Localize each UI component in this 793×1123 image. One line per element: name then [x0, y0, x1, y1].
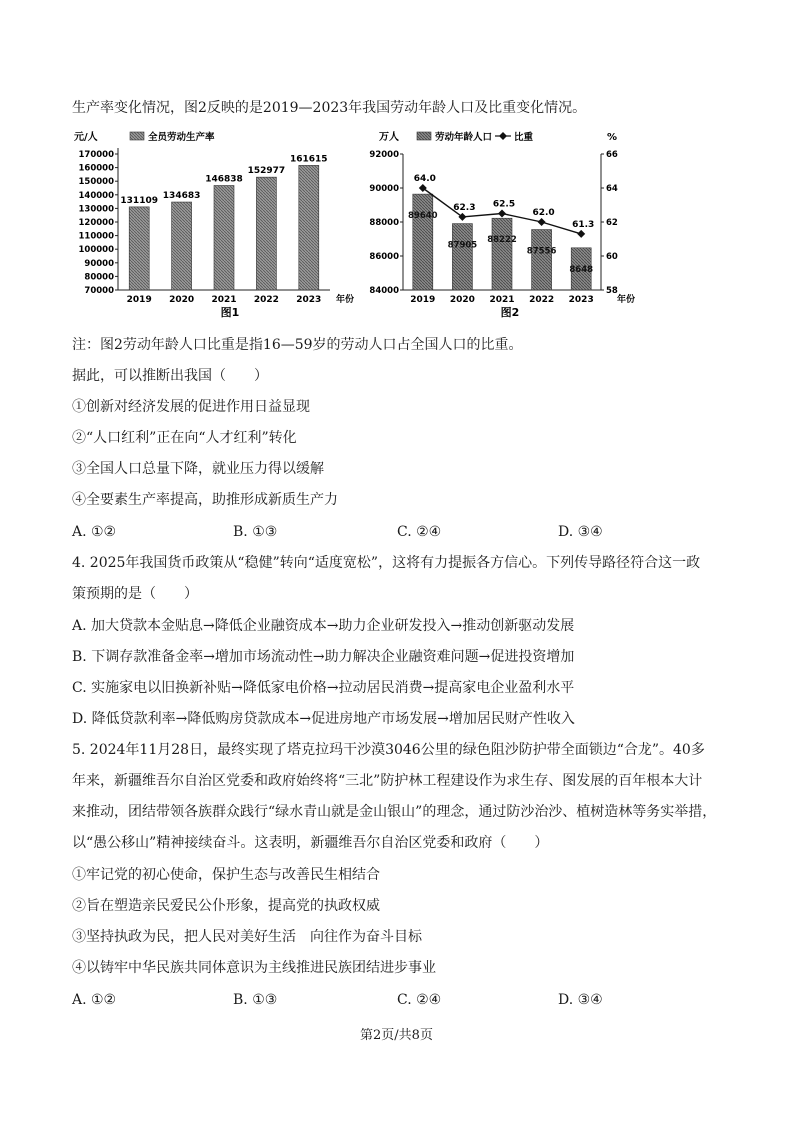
- y-tick-label: 80000: [84, 272, 114, 283]
- bar-value-label: 146838: [205, 174, 243, 185]
- line-value-label: 61.3: [572, 219, 595, 230]
- x-tick-label: 2021: [211, 295, 237, 305]
- q4-choice-b[interactable]: B. 下调存款准备金率→增加市场流动性→助力解决企业融资难问题→促进投资增加: [72, 649, 575, 665]
- q3-item-3: ③全国人口总量下降，就业压力得以缓解: [72, 461, 324, 477]
- q3-option-a[interactable]: A. ①②: [72, 524, 117, 540]
- x-tick-label: 2023: [568, 295, 594, 305]
- bar: [532, 230, 552, 290]
- q4-choice-d[interactable]: D. 降低贷款利率→降低购房贷款成本→促进房地产市场发展→增加居民财产性收入: [72, 711, 575, 727]
- y-tick-label: 92000: [369, 150, 399, 160]
- line-value-label: 62.0: [532, 208, 555, 218]
- bar-value-label: 131109: [120, 195, 158, 206]
- bar-value-label: 161615: [290, 154, 328, 165]
- y-tick-label: 140000: [78, 190, 114, 201]
- x-tick-label: 2019: [410, 295, 436, 305]
- q3-option-b[interactable]: B. ①③: [233, 524, 278, 540]
- q5-option-d[interactable]: D. ③④: [558, 992, 603, 1008]
- y-tick-label: 110000: [78, 231, 114, 242]
- y2-tick-label: 58: [606, 286, 618, 296]
- q3-item-1: ①创新对经济发展的促进作用日益显现: [72, 399, 310, 415]
- q3-option-d[interactable]: D. ③④: [558, 524, 603, 540]
- line-value-label: 62.5: [492, 199, 516, 210]
- q5-option-b[interactable]: B. ①③: [233, 992, 278, 1008]
- x-tick-label: 2020: [169, 295, 195, 305]
- y-tick-label: 120000: [78, 218, 114, 228]
- bar: [492, 218, 512, 290]
- x-axis-unit: 年份: [336, 295, 355, 305]
- q5-stem-line2: 年来，新疆维吾尔自治区党委和政府始终将“三北”防护林工程建设作为求生存、图发展的百年根本大计: [72, 773, 703, 789]
- bar-value-label: 152977: [247, 166, 286, 177]
- bar-value-label: 87905: [447, 240, 478, 251]
- y-tick-label: 90000: [84, 258, 114, 269]
- y-tick-label: 70000: [84, 286, 114, 296]
- intro-text: 生产率变化情况，图2反映的是2019—2023年我国劳动年龄人口及比重变化情况。: [72, 100, 587, 116]
- x-tick-label: 2021: [489, 295, 515, 305]
- y2-tick-label: 62: [606, 218, 618, 228]
- bar-value-label: 87556: [526, 246, 557, 257]
- bar-value-label: 88222: [487, 235, 517, 246]
- figure-caption: 图1: [220, 306, 240, 319]
- q3-item-2: ②“人口红利”正在向“人才红利”转化: [72, 430, 297, 446]
- chart-fig2: [365, 126, 655, 322]
- y-axis-unit: 万人: [379, 132, 399, 143]
- q3-stem: 据此，可以推断出我国（ ）: [72, 368, 268, 384]
- x-tick-label: 2023: [296, 295, 322, 305]
- q5-option-c[interactable]: C. ②④: [397, 992, 442, 1008]
- y-tick-label: 160000: [78, 163, 114, 174]
- bar: [129, 207, 149, 290]
- bar: [452, 224, 472, 290]
- line-marker: [498, 210, 506, 218]
- q5-item-1: ①牢记党的初心使命，保护生态与改善民生相结合: [72, 867, 380, 883]
- y-tick-label: 88000: [369, 218, 399, 228]
- x-tick-label: 2019: [126, 295, 152, 305]
- q4-stem-line1: 4. 2025年我国货币政策从“稳健”转向“适度宽松”，这将有力提振各方信心。下列传导路径符合这一政: [72, 555, 701, 571]
- x-tick-label: 2022: [529, 295, 555, 305]
- q5-item-2: ②旨在塑造亲民爱民公仆形象，提高党的执政权威: [72, 898, 380, 914]
- x-axis-unit: 年份: [617, 295, 636, 305]
- q4-choice-a[interactable]: A. 加大贷款本金贴息→降低企业融资成本→助力企业研发投入→推动创新驱动发展: [72, 618, 575, 634]
- bar-value-label: 134683: [162, 191, 201, 202]
- legend-swatch-bar: [417, 132, 431, 140]
- q5-option-a[interactable]: A. ①②: [72, 992, 117, 1008]
- y-tick-label: 86000: [369, 252, 399, 262]
- y2-tick-label: 66: [606, 150, 618, 160]
- x-tick-label: 2022: [253, 295, 279, 305]
- line-marker: [577, 230, 585, 238]
- x-tick-label: 2020: [449, 295, 475, 305]
- bar: [413, 194, 433, 290]
- legend-marker: [499, 132, 507, 140]
- y-tick-label: 150000: [78, 177, 114, 188]
- q5-stem-line1: 5. 2024年11月28日，最终实现了塔克拉玛干沙漠3046公里的绿色阻沙防护带全面锁边“合龙”。40多: [72, 742, 705, 758]
- q4-stem-line2: 策预期的是（ ）: [72, 586, 198, 602]
- q5-item-3: ③坚持执政为民，把人民对美好生活 向往作为奋斗目标: [72, 929, 422, 945]
- q5-item-4: ④以铸牢中华民族共同体意识为主线推进民族团结进步事业: [72, 960, 436, 976]
- y-tick-label: 100000: [78, 245, 114, 256]
- bar: [172, 202, 192, 290]
- figure-note: 注：图2劳动年龄人口比重是指16—59岁的劳动人口占全国人口的比重。: [72, 337, 523, 353]
- bar: [299, 165, 319, 290]
- y-axis-unit: 元/人: [74, 132, 98, 143]
- q3-option-c[interactable]: C. ②④: [397, 524, 442, 540]
- chart-fig1: [68, 126, 355, 322]
- y-tick-label: 130000: [78, 204, 114, 215]
- page-footer: 第2页/共8页: [360, 1028, 433, 1043]
- legend-label-bar: 劳动年龄人口: [435, 132, 493, 143]
- q4-choice-c[interactable]: C. 实施家电以旧换新补贴→降低家电价格→拉动居民消费→提高家电企业盈利水平: [72, 680, 575, 696]
- line-value-label: 64.0: [413, 174, 436, 184]
- y-tick-label: 84000: [369, 286, 399, 296]
- bar-value-label: 89640: [408, 211, 438, 222]
- legend-swatch: [130, 132, 144, 140]
- y-tick-label: 90000: [369, 184, 399, 194]
- legend-label: 全员劳动生产率: [148, 132, 215, 143]
- line-marker: [538, 218, 546, 226]
- q5-stem-line4: 以“愚公移山”精神接续奋斗。这表明，新疆维吾尔自治区党委和政府（ ）: [72, 835, 549, 851]
- line-value-label: 62.3: [453, 202, 476, 213]
- y2-axis-unit: %: [607, 132, 618, 143]
- figure-caption: 图2: [500, 306, 520, 319]
- q3-item-4: ④全要素生产率提高，助推形成新质生产力: [72, 492, 338, 508]
- legend-label-line: 比重: [514, 132, 534, 143]
- y2-tick-label: 64: [606, 184, 618, 194]
- y-tick-label: 170000: [78, 150, 114, 160]
- y2-tick-label: 60: [606, 252, 618, 262]
- q5-stem-line3: 来推动，团结带领各族群众践行“绿水青山就是金山银山”的理念，通过防沙治沙、植树造林等务实举措，: [72, 804, 717, 820]
- bar: [214, 186, 234, 290]
- bar-value-label: 8648: [569, 264, 594, 275]
- bar: [256, 177, 276, 290]
